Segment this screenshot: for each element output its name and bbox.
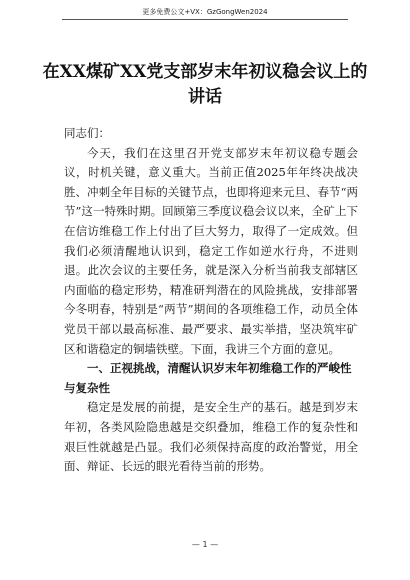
document-title: 在XX煤矿XX党支部岁末年初议稳会议上的讲话 [42, 62, 368, 107]
header-note: 更多免费公文+VX：GzGongWen2024 [142, 8, 268, 16]
paragraph-intro: 今天，我们在这里召开党支部岁末年初议稳专题会议，时机关键，意义重大。当前正值2025年年终决战决胜、冲刺全年目标的关键节点，也即将迎来元旦、春节“两节”这一特殊时期。回顾第三季度议稳会议以来，全矿上下在信访维稳工作上付出了巨大努力，取得了一定成效。但我们必须清醒地认识到，稳定工作如逆水行舟，不进则退。此次会议的主要任务，就是深入分析当前我支部辖区内面临的稳定形势，精准研判潜在的风险挑战，安排部署今冬明春，特别是“两节”期间的各项维稳工作，动员全体党员干部以最高标准、最严要求、最实举措，坚决筑牢矿区和谐稳定的铜墙铁壁。下面，我讲三个方面的意见。 [64, 145, 358, 356]
section-heading-1: 一、正视挑战，清醒认识岁末年初维稳工作的严峻性与复杂性 [64, 361, 352, 395]
header-divider [62, 19, 348, 20]
paragraph-section-1: 稳定是发展的前提，是安全生产的基石。越是到岁末年初，各类风险隐患越是交织叠加，维稳工作的复杂性和艰巨性就越是凸显。我们必须保持高度的政治警觉，用全面、辩证、长远的眼光看待当前的形势。 [64, 400, 358, 474]
page-number: — 1 — [191, 540, 219, 549]
salutation: 同志们： [64, 126, 110, 140]
document-body [64, 124, 358, 477]
